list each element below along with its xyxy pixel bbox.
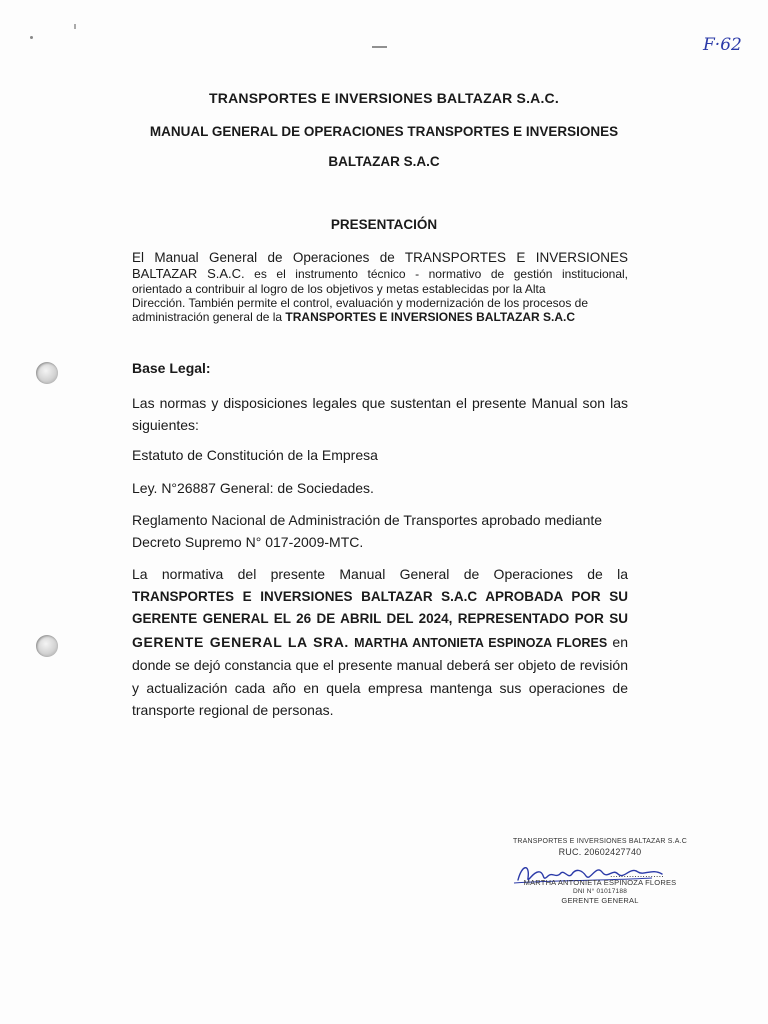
punch-hole: [36, 635, 58, 657]
normativa-line: y actualización cada año en quela empresa mantenga sus operaciones de: [132, 679, 628, 696]
manual-title-line1: MANUAL GENERAL DE OPERACIONES TRANSPORTES E INVERSIONES: [149, 124, 619, 139]
stamp-ruc: RUC. 20602427740: [558, 847, 642, 857]
presentation-text: administración general de la: [132, 310, 286, 324]
normativa-line: transporte regional de personas.: [132, 702, 334, 718]
legal-item-line: Reglamento Nacional de Administración de Transportes aprobado mediante: [132, 512, 603, 528]
stamp-name: MARTHA ANTONIETA ESPINOZA FLORES: [523, 878, 677, 887]
signature-dots: ....................: [610, 869, 665, 879]
stamp-dni: DNI N° 01017188: [572, 888, 628, 895]
presentation-line: [132, 266, 628, 282]
scan-mark: [30, 36, 33, 39]
manager-name: MARTHA ANTONIETA ESPINOZA FLORES: [354, 635, 608, 650]
stamp-role: GERENTE GENERAL: [561, 896, 639, 905]
punch-hole: [36, 362, 58, 384]
presentation-line: [132, 310, 628, 325]
normativa-line: donde se dejó constancia que el presente manual deberá ser objeto de revisión: [132, 657, 628, 673]
legal-item: Ley. N°26887 General: de Sociedades.: [132, 480, 374, 496]
company-name-bold: TRANSPORTES E INVERSIONES BALTAZAR S.A.C: [285, 310, 575, 324]
normativa-text: en: [607, 633, 628, 650]
presentation-heading: PRESENTACIÓN: [330, 217, 438, 232]
normativa-line: [132, 631, 628, 655]
presentation-line: Dirección. También permite el control, evaluación y modernización de los procesos de: [132, 296, 589, 310]
normativa-line: La normativa del presente Manual General de Operaciones de la: [132, 566, 628, 582]
stamp-company: TRANSPORTES E INVERSIONES BALTAZAR S.A.C: [512, 838, 688, 845]
legal-heading: Base Legal:: [132, 360, 211, 376]
normativa-line: TRANSPORTES E INVERSIONES BALTAZAR S.A.C APROBADA POR SU: [132, 588, 628, 604]
legal-intro: [132, 392, 628, 436]
header-dash: —: [372, 38, 387, 55]
normativa-paragraph: [132, 563, 628, 722]
legal-intro-line: siguientes:: [132, 417, 199, 433]
normativa-line: GERENTE GENERAL EL 26 DE ABRIL DEL 2024, REPRESENTADO POR SU: [132, 611, 628, 626]
company-title: TRANSPORTES E INVERSIONES BALTAZAR S.A.C.: [209, 90, 559, 106]
legal-item: Estatuto de Constitución de la Empresa: [132, 447, 378, 463]
stamp-details: [505, 878, 695, 905]
scan-mark: [74, 24, 76, 29]
legal-intro-line: Las normas y disposiciones legales que sustentan el presente Manual son las: [132, 395, 628, 411]
company-stamp: [505, 838, 695, 857]
presentation-text: es el instrumento técnico - normativo de gestión institucional,: [244, 267, 628, 281]
legal-item-line: Decreto Supremo N° 017-2009-MTC.: [132, 534, 364, 550]
presentation-line: orientado a contribuir al logro de los objetivos y metas establecidas por la Alta: [132, 282, 546, 296]
presentation-line: El Manual General de Operaciones de TRANSPORTES E INVERSIONES: [132, 250, 628, 265]
manual-title-line2: BALTAZAR S.A.C: [328, 154, 440, 169]
normativa-text: GERENTE GENERAL LA SRA.: [132, 633, 349, 650]
company-name-bold: BALTAZAR S.A.C.: [132, 266, 245, 281]
page-number: F·62: [703, 35, 742, 55]
presentation-paragraph: [132, 250, 628, 325]
legal-item: [132, 509, 628, 553]
